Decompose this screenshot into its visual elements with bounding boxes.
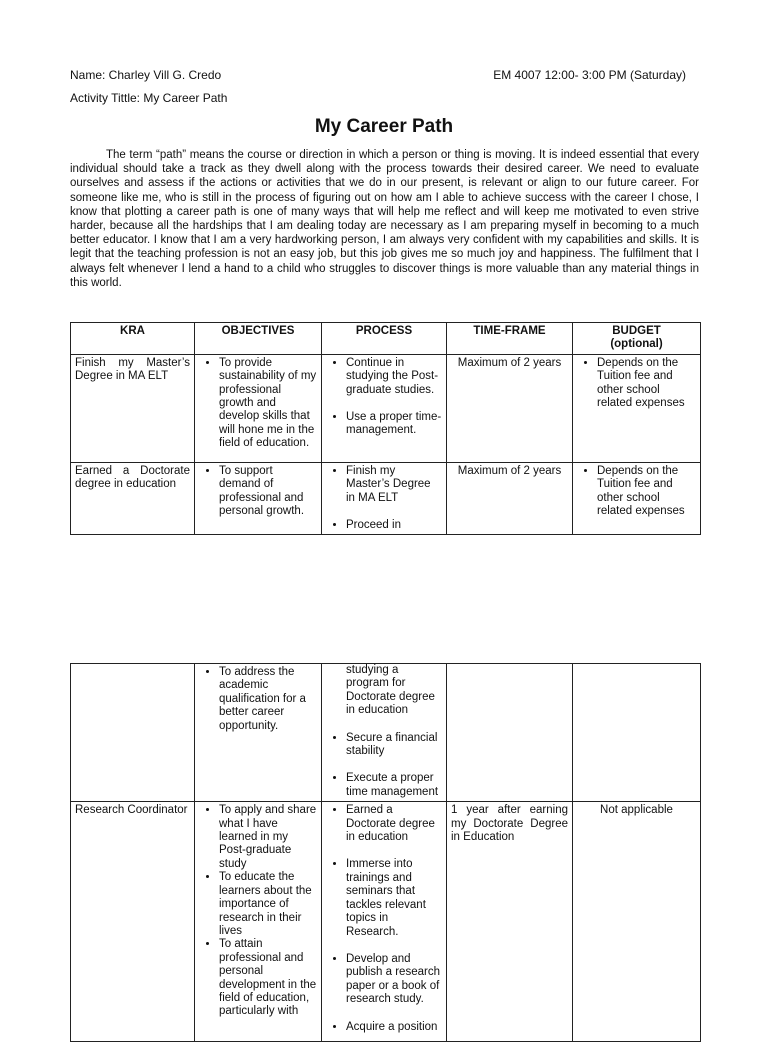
list-item: • Develop and publish a research paper or a book of research study. bbox=[346, 953, 442, 1007]
header-budget-optional: (optional) bbox=[610, 338, 663, 351]
list-item: • Depends on the Tuition fee and other school related expenses bbox=[597, 357, 696, 411]
header-budget bbox=[573, 323, 701, 355]
list-item: • Earned a Doctorate degree in education bbox=[346, 804, 442, 844]
process-cell bbox=[322, 802, 447, 1042]
process-cell bbox=[322, 664, 447, 802]
time-frame-cell: Maximum of 2 years bbox=[447, 462, 573, 535]
list-item: • Continue in studying the Post-graduate studies. bbox=[346, 357, 442, 397]
list-item: • Secure a financial stability bbox=[346, 732, 442, 759]
objectives-cell bbox=[195, 802, 322, 1042]
header-time-frame: TIME-FRAME bbox=[447, 323, 573, 355]
list-item: • To educate the learners about the importance of research in their lives bbox=[219, 871, 317, 938]
list-item: • To provide sustainability of my professional growth and develop skills that will hone me in the field of education. bbox=[219, 357, 317, 451]
career-plan-table-continued bbox=[70, 663, 701, 1042]
list-item: • To support demand of professional and personal growth. bbox=[219, 465, 317, 519]
process-cell bbox=[322, 462, 447, 535]
document-title: My Career Path bbox=[314, 116, 454, 137]
kra-cell: Research Coordinator bbox=[71, 802, 195, 1042]
objectives-cell bbox=[195, 462, 322, 535]
list-item: • To attain professional and personal development in the field of education, particularly with bbox=[219, 938, 317, 1018]
header-kra: KRA bbox=[71, 323, 195, 355]
objectives-cell bbox=[195, 664, 322, 802]
kra-cell bbox=[71, 664, 195, 802]
process-cell bbox=[322, 354, 447, 462]
header-objectives: OBJECTIVES bbox=[195, 323, 322, 355]
list-item: • Proceed in bbox=[346, 519, 442, 532]
budget-cell bbox=[573, 354, 701, 462]
list-item: • To address the academic qualification for a better career opportunity. bbox=[219, 666, 317, 733]
career-plan-table bbox=[70, 322, 701, 535]
list-item: • Acquire a position bbox=[346, 1021, 442, 1034]
kra-cell: Earned a Doctorate degree in education bbox=[71, 462, 195, 535]
list-item: • Use a proper time-management. bbox=[346, 411, 442, 438]
list-item: • Execute a proper time management bbox=[346, 772, 442, 799]
process-continued-text: studying a program for Doctorate degree in education bbox=[346, 664, 435, 717]
list-item: • Finish my Master’s Degree in MA ELT bbox=[346, 465, 442, 505]
header-process: PROCESS bbox=[322, 323, 447, 355]
budget-cell bbox=[573, 664, 701, 802]
student-name: Name: Charley Vill G. Credo bbox=[70, 68, 222, 82]
time-frame-cell: 1 year after earning my Doctorate Degree in Education bbox=[447, 802, 573, 1042]
list-item: • Immerse into trainings and seminars that tackles relevant topics in Research. bbox=[346, 858, 442, 938]
activity-title: Activity Tittle: My Career Path bbox=[70, 91, 228, 105]
table-header-row bbox=[71, 323, 701, 355]
table-row bbox=[71, 802, 701, 1042]
table-row bbox=[71, 354, 701, 462]
header-budget-label: BUDGET bbox=[612, 325, 661, 337]
table-row bbox=[71, 664, 701, 802]
budget-cell: Not applicable bbox=[573, 802, 701, 1042]
objectives-cell bbox=[195, 354, 322, 462]
list-item: • Depends on the Tuition fee and other school related expenses bbox=[597, 465, 696, 519]
table-row bbox=[71, 462, 701, 535]
budget-cell bbox=[573, 462, 701, 535]
course-schedule: EM 4007 12:00- 3:00 PM (Saturday) bbox=[493, 68, 686, 82]
list-item: • To apply and share what I have learned in my Post-graduate study bbox=[219, 804, 317, 871]
time-frame-cell: Maximum of 2 years bbox=[447, 354, 573, 462]
intro-paragraph: The term “path” means the course or direction in which a person or thing is moving. It is indeed essential that every individual should take a track as they dwell along with the process towards their desired career. We need to evaluate ourselves and assess if the actions or activities that we do in our present, is relevant or align to our future career. For someone like me, who is still in the process of figuring out on how am I able to achieve success with the career I chose, I know that plotting a career path is one of many ways that will help me reflect and will keep me motivated to even strive harder, because all the hardships that I am dealing today are necessary as I am preparing myself in becoming to a much better educator. I know that I am a very hardworking person, I am always very confident with my capabilities and skills. It is legit that the teaching profession is not an easy job, but this job gives me so much joy and happiness. The fulfilment that I always felt whenever I lend a hand to a child who struggles to discover things is more valuable than any material things in this world. bbox=[70, 149, 699, 289]
kra-cell: Finish my Master’s Degree in MA ELT bbox=[71, 354, 195, 462]
time-frame-cell bbox=[447, 664, 573, 802]
